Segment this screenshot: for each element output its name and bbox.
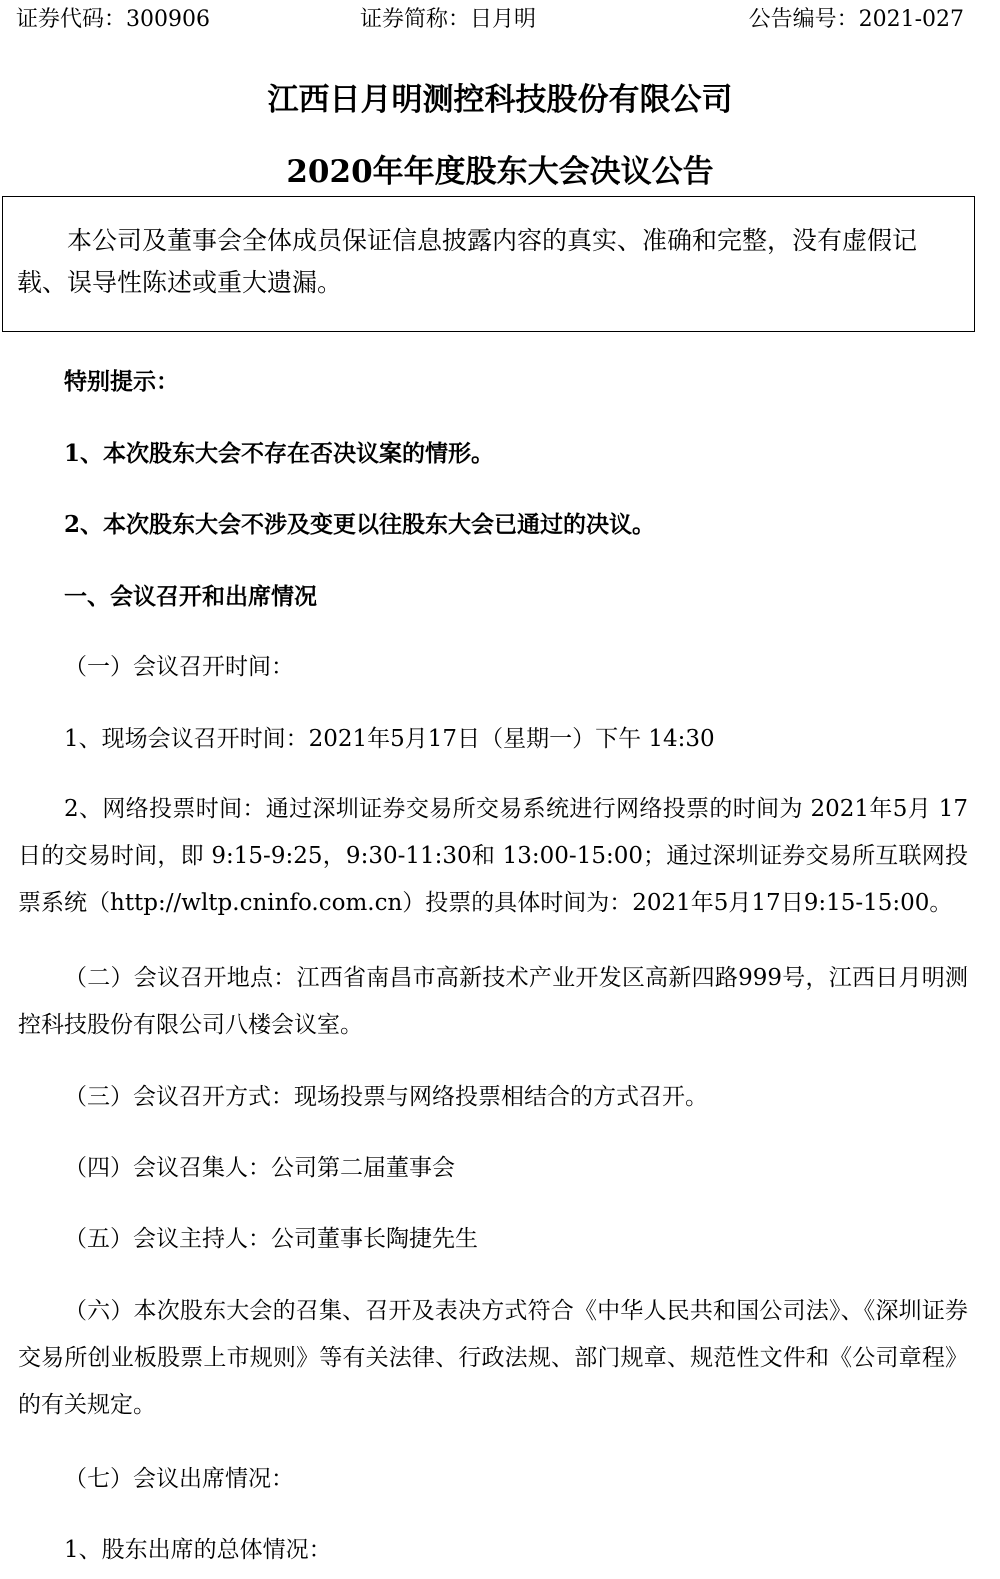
company-name-title: 江西日月明测控科技股份有限公司 <box>267 82 733 118</box>
document-title: 2020年年度股东大会决议公告 <box>286 154 714 190</box>
meeting-location: （二）会议召开地点：江西省南昌市高新技术产业开发区高新四路999号，江西日月明测控科技股份有限公司八楼会议室。 <box>18 965 968 1038</box>
special-notice-item-2: 2、本次股东大会不涉及变更以往股东大会已通过的决议。 <box>64 511 656 538</box>
special-notice-heading: 特别提示： <box>64 368 179 395</box>
meeting-host: （五）会议主持人：公司董事长陶捷先生 <box>64 1226 478 1252</box>
announcement-number: 公告编号：2021-027 <box>748 7 964 32</box>
disclosure-notice-box: 本公司及董事会全体成员保证信息披露内容的真实、准确和完整，没有虚假记载、误导性陈述或重大遗漏。 <box>2 196 975 332</box>
network-voting-time: 2、网络投票时间：通过深圳证券交易所交易系统进行网络投票的时间为 2021年5月 17日的交易时间，即 9:15-9:25，9:30-11:30和 13:00-15:00；通过深圳证券交易所互联网投票系统（http://wltp.cninfo.com.cn）投票的具体时间为：2021年5月17日9:15-15:00。 <box>18 796 968 916</box>
security-code: 证券代码：300906 <box>16 7 210 32</box>
section-1-heading: 一、会议召开和出席情况 <box>64 583 317 610</box>
security-abbreviation: 证券简称：日月明 <box>360 7 537 32</box>
attendance-item-1: 1、股东出席的总体情况： <box>64 1537 332 1563</box>
onsite-meeting-time: 1、现场会议召开时间：2021年5月17日（星期一）下午 14:30 <box>64 726 715 752</box>
meeting-convener: （四）会议召集人：公司第二届董事会 <box>64 1155 455 1181</box>
meeting-time-heading: （一）会议召开时间： <box>64 654 294 680</box>
special-notice-item-1: 1、本次股东大会不存在否决议案的情形。 <box>64 440 495 467</box>
compliance-statement: （六）本次股东大会的召集、召开及表决方式符合《中华人民共和国公司法》、《深圳证券交易所创业板股票上市规则》等有关法律、行政法规、部门规章、规范性文件和《公司章程》的有关规定。 <box>18 1298 968 1418</box>
attendance-heading: （七）会议出席情况： <box>64 1466 294 1492</box>
meeting-method: （三）会议召开方式：现场投票与网络投票相结合的方式召开。 <box>64 1084 708 1110</box>
